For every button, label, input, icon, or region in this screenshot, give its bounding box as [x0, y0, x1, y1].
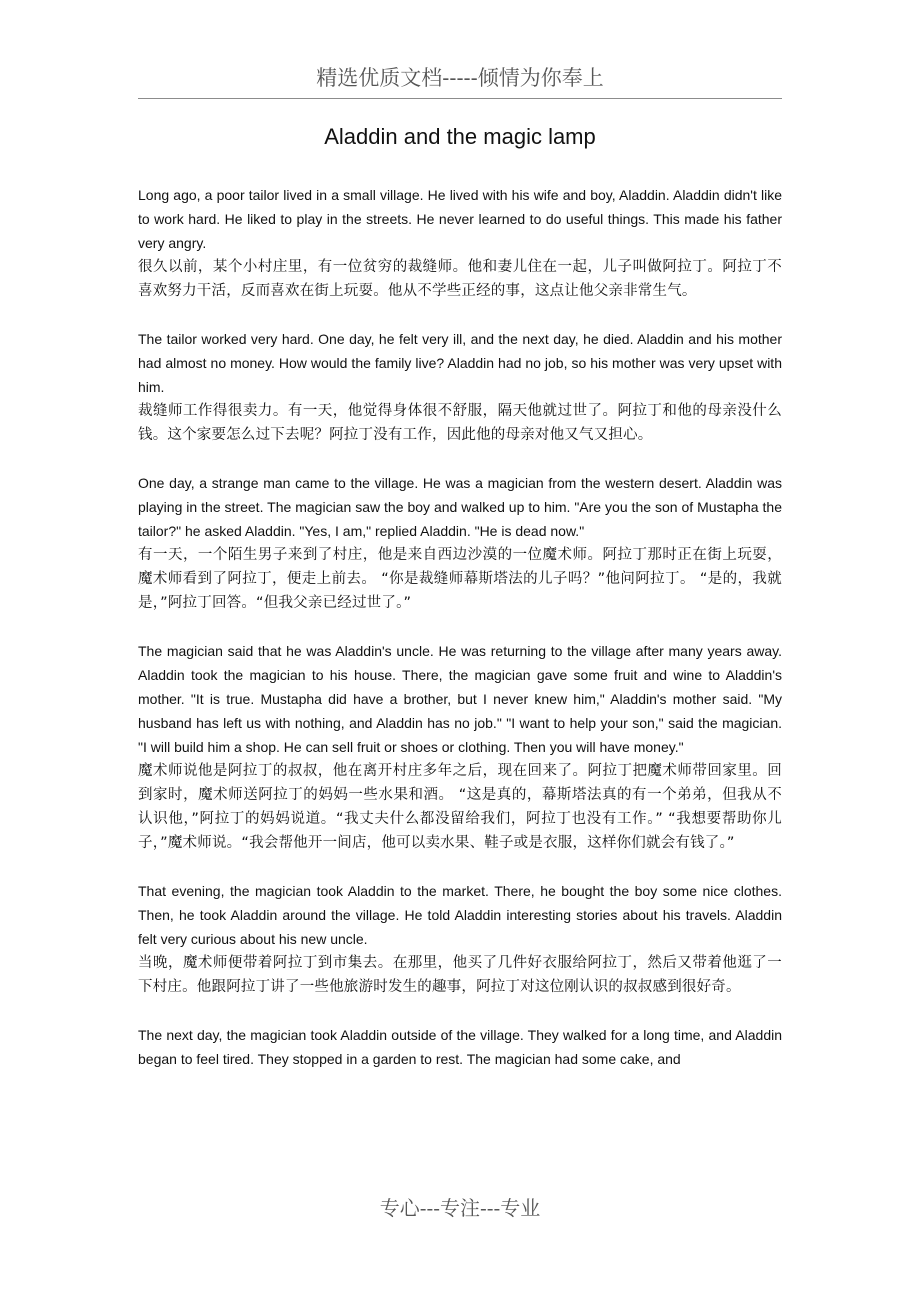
page-header: 精选优质文档-----倾情为你奉上 — [138, 60, 782, 99]
paragraph — [138, 879, 782, 999]
english-text: The next day, the magician took Aladdin outside of the village. They walked for a long time, and Aladdin began to feel tired. They stopped in a garden to rest. The magician had some cake, and — [138, 1027, 782, 1067]
paragraph — [138, 327, 782, 447]
paragraph — [138, 183, 782, 303]
english-text: Long ago, a poor tailor lived in a small village. He lived with his wife and boy, Aladdin. Aladdin didn't like to work hard. He liked to play in the streets. He never learned to do useful things. This made his father very angry. — [138, 187, 782, 251]
chinese-text: 当晚，魔术师便带着阿拉丁到市集去。在那里，他买了几件好衣服给阿拉丁，然后又带着他逛了一下村庄。他跟阿拉丁讲了一些他旅游时发生的趣事，阿拉丁对这位刚认识的叔叔感到很好奇。 — [138, 955, 782, 995]
english-text: The magician said that he was Aladdin's uncle. He was returning to the village after many years away. Aladdin took the magician to his house. There, the magician gave some fruit and wine to Aladdin's mother. "It is true. Mustapha did have a brother, but I never knew him," Aladdin's mother said. "My husband has left us with nothing, and Aladdin has no job." "I want to help your son," said the magician. "I will build him a shop. He can sell fruit or shoes or clothing. Then you will have money." — [138, 643, 782, 755]
page-footer: 专心---专注---专业 — [379, 1196, 541, 1220]
paragraph — [138, 639, 782, 855]
english-text: The tailor worked very hard. One day, he felt very ill, and the next day, he died. Aladdin and his mother had almost no money. How would the family live? Aladdin had no job, so his mother was very upset with him. — [138, 331, 782, 395]
chinese-text: 裁缝师工作得很卖力。有一天，他觉得身体很不舒服，隔天他就过世了。阿拉丁和他的母亲没什么钱。这个家要怎么过下去呢？阿拉丁没有工作，因此他的母亲对他又气又担心。 — [138, 403, 782, 443]
english-text: One day, a strange man came to the village. He was a magician from the western desert. Aladdin was playing in the street. The magician saw the boy and walked up to him. "Are you the son of Mustapha the tailor?" he asked Aladdin. "Yes, I am," replied Aladdin. "He is dead now." — [138, 475, 782, 539]
document-body — [138, 183, 782, 1175]
paragraph — [138, 471, 782, 615]
paragraph — [138, 1023, 782, 1071]
document-title: Aladdin and the magic lamp — [324, 124, 596, 149]
english-text: That evening, the magician took Aladdin to the market. There, he bought the boy some nice clothes. Then, he took Aladdin around the village. He told Aladdin interesting stories about his travels. Aladdin felt very curious about his new uncle. — [138, 883, 782, 947]
chinese-text: 有一天，一个陌生男子来到了村庄，他是来自西边沙漠的一位魔术师。阿拉丁那时正在街上玩耍，魔术师看到了阿拉丁，便走上前去。 “你是裁缝师幕斯塔法的儿子吗？”他问阿拉丁。 “是的，我就是，”阿拉丁回答。“但我父亲已经过世了。” — [138, 547, 782, 611]
chinese-text: 魔术师说他是阿拉丁的叔叔，他在离开村庄多年之后，现在回来了。阿拉丁把魔术师带回家里。回到家时，魔术师送阿拉丁的妈妈一些水果和酒。 “这是真的，幕斯塔法真的有一个弟弟，但我从不认识他，”阿拉丁的妈妈说道。“我丈夫什么都没留给我们，阿拉丁也没有工作。” “我想要帮助你儿子，”魔术师说。“我会帮他开一间店，他可以卖水果、鞋子或是衣服，这样你们就会有钱了。” — [138, 763, 782, 851]
chinese-text: 很久以前，某个小村庄里，有一位贫穷的裁缝师。他和妻儿住在一起，儿子叫做阿拉丁。阿拉丁不喜欢努力干活，反而喜欢在街上玩耍。他从不学些正经的事，这点让他父亲非常生气。 — [138, 259, 782, 299]
